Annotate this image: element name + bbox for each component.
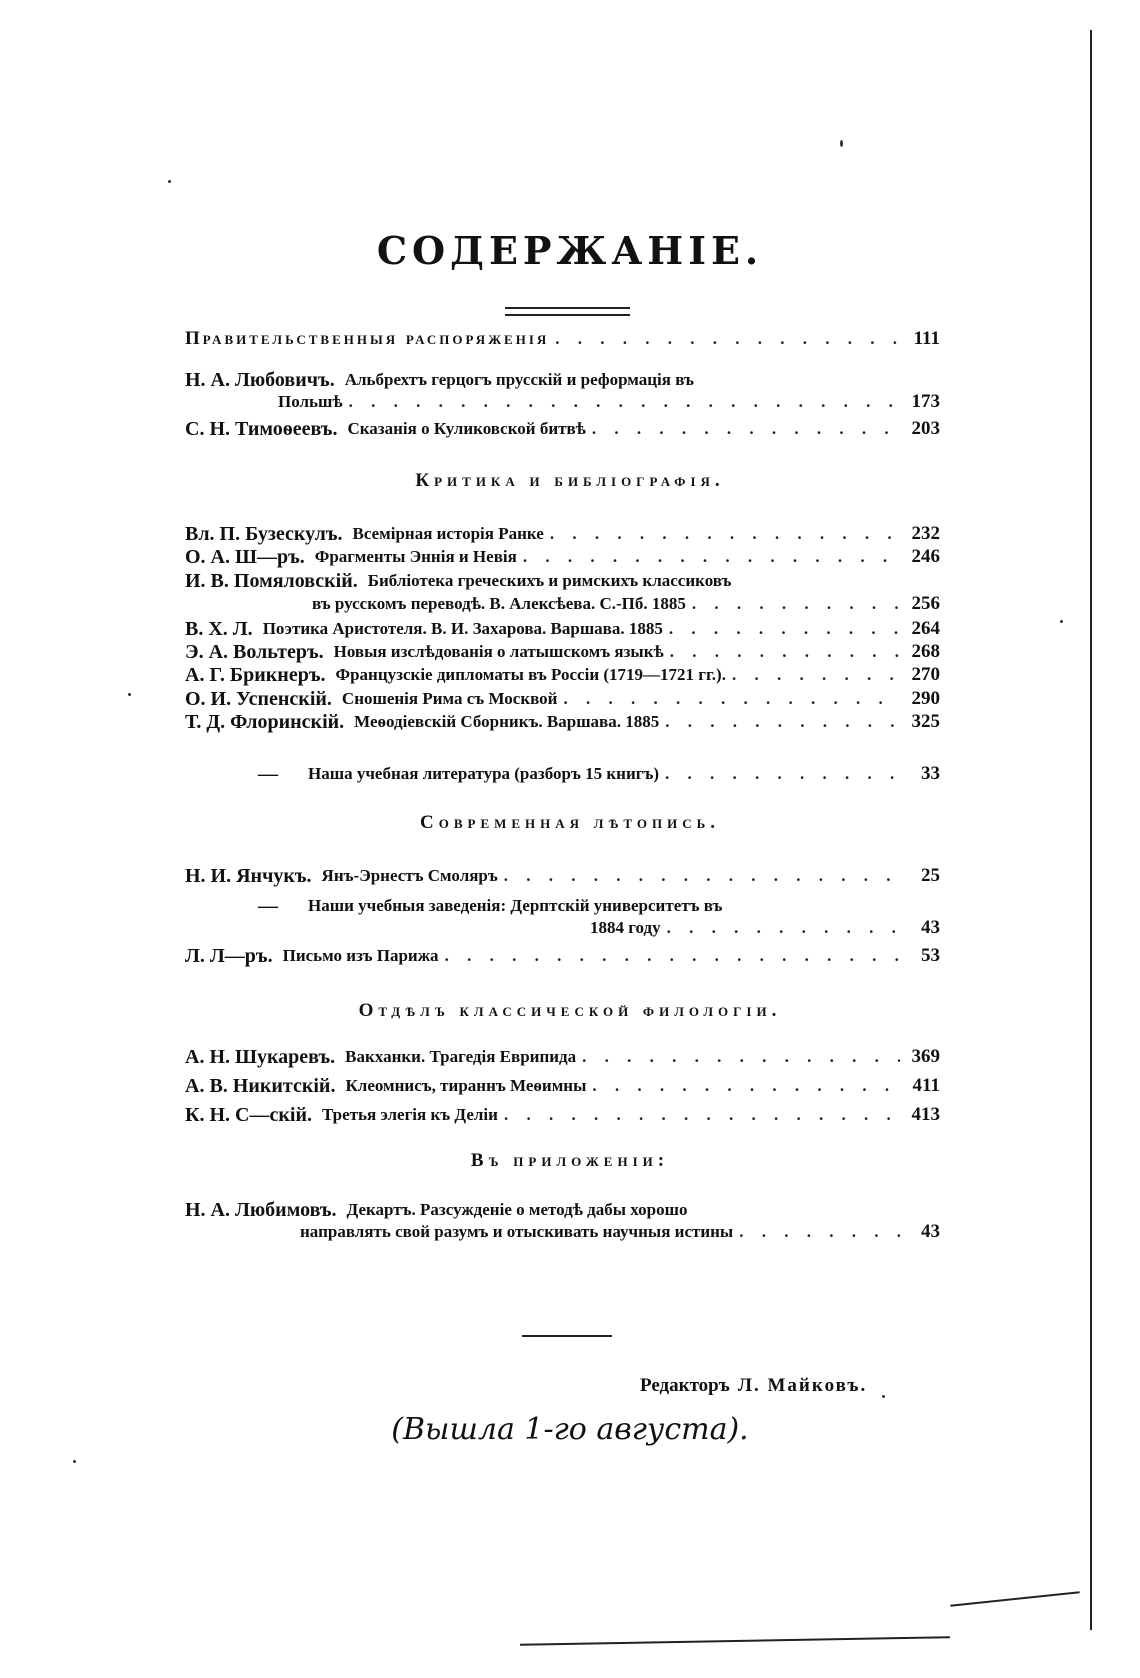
- scan-bottom-rule-end: [950, 1591, 1079, 1607]
- entry-author: К. Н. С—скій.: [185, 1104, 312, 1126]
- leader-dots: [592, 417, 900, 441]
- toc-entry: [185, 543, 940, 569]
- entry-title: Альбрехтъ герцогъ прусскій и реформація въ: [344, 370, 694, 389]
- entry-page: 411: [912, 1075, 940, 1096]
- entry-title-cont: въ русскомъ переводѣ. В. Алексѣева. С.-Пб. 1885: [312, 594, 686, 613]
- handwritten-note: (Вышла 1-го августа).: [391, 1412, 749, 1447]
- entry-page: 413: [911, 1104, 940, 1125]
- entry-page: 232: [911, 523, 940, 544]
- entry-author: —: [258, 763, 278, 785]
- entry-author: О. И. Успенскій.: [185, 688, 332, 710]
- entry-page: 25: [921, 865, 940, 886]
- entry-page: 111: [913, 328, 940, 349]
- entry-page: 325: [911, 711, 940, 732]
- entry-title: Сказанія о Куликовской битвѣ: [347, 419, 586, 438]
- entry-author: А. В. Никитскій.: [185, 1075, 336, 1097]
- entry-title: Наши учебныя заведенія: Дерптскій университетъ въ: [308, 896, 723, 915]
- entry-title: Поэтика Аристотеля. В. И. Захарова. Варшава. 1885: [262, 619, 663, 638]
- entry-author: Вл. П. Бузескулъ.: [185, 523, 343, 545]
- toc-entry: [185, 862, 940, 888]
- entry-page: 246: [911, 546, 940, 567]
- toc-entry: [185, 325, 940, 351]
- entry-title: Письмо изъ Парижа: [282, 946, 439, 965]
- entry-page: 369: [911, 1046, 940, 1067]
- leader-dots: [504, 1103, 900, 1127]
- entry-page: 43: [921, 1221, 940, 1242]
- entry-author: Н. И. Янчукъ.: [185, 865, 312, 887]
- entry-page: 203: [911, 418, 940, 439]
- entry-title: Вакханки. Трагедія Еврипида: [345, 1047, 577, 1066]
- entry-author: О. А. Ш—ръ.: [185, 546, 305, 568]
- toc-entry: [185, 1043, 940, 1069]
- entry-page: 33: [921, 763, 940, 784]
- toc-entry: [185, 942, 940, 968]
- entry-title: Правительственныя распоряженія: [185, 328, 550, 349]
- entry-author: И. В. Помяловскій.: [185, 570, 358, 592]
- leader-dots: [739, 1220, 900, 1244]
- entry-page: 264: [911, 618, 940, 639]
- entry-author: Т. Д. Флоринскій.: [185, 711, 345, 733]
- entry-page: 43: [921, 917, 940, 938]
- entry-author: С. Н. Тимоѳеевъ.: [185, 418, 338, 440]
- page-title: СОДЕРЖАНІЕ.: [376, 228, 764, 273]
- entry-author: Н. А. Любовичъ.: [185, 369, 335, 391]
- section-heading: Критика и библіографія.: [415, 470, 725, 491]
- divider-rule: [522, 1335, 612, 1337]
- scan-bottom-rule: [520, 1636, 950, 1646]
- entry-title: Новыя изслѣдованія о латышскомъ языкѣ: [333, 642, 664, 661]
- entry-author: В. Х. Л.: [185, 618, 253, 640]
- leader-dots: [445, 944, 900, 968]
- entry-author: —: [258, 895, 278, 917]
- editor-label: Редакторъ: [640, 1375, 730, 1396]
- entry-title: Фрагменты Эннія и Невія: [314, 547, 517, 566]
- entry-title: Янъ-Эрнестъ Смоляръ: [321, 866, 498, 885]
- toc-entry-cont: [300, 1218, 940, 1244]
- toc-entry-cont: [278, 388, 940, 414]
- leader-dots: [732, 663, 900, 687]
- entry-author: Л. Л—ръ.: [185, 945, 273, 967]
- entry-page: 256: [911, 593, 940, 614]
- entry-author: Э. А. Вольтеръ.: [185, 641, 324, 663]
- entry-title: Клеомнисъ, тираннъ Меѳимны: [345, 1076, 587, 1095]
- entry-title: Сношенія Рима съ Москвой: [341, 689, 558, 708]
- entry-title-cont: Польшѣ: [278, 392, 343, 411]
- entry-page: 290: [911, 688, 940, 709]
- entry-title: Наша учебная литература (разборъ 15 книгъ): [308, 764, 660, 783]
- section-heading: Современная лѣтопись.: [420, 812, 720, 833]
- speck: [128, 693, 131, 696]
- toc-entry: [185, 708, 940, 734]
- leader-dots: [349, 390, 900, 414]
- editor-name: Л. Майковъ.: [737, 1375, 868, 1396]
- leader-dots: [523, 545, 900, 569]
- title-rule: [505, 307, 630, 316]
- entry-title: Библіотека греческихъ и римскихъ классиковъ: [367, 571, 732, 590]
- leader-dots: [555, 327, 900, 351]
- toc-entry: [185, 415, 940, 441]
- editor-line: [640, 1375, 867, 1397]
- toc-entry: [185, 661, 940, 687]
- speck: [73, 1460, 76, 1463]
- toc-entry: [258, 760, 940, 786]
- entry-title: Третья элегія къ Деліи: [321, 1105, 498, 1124]
- leader-dots: [504, 864, 900, 888]
- entry-title: Всемірная исторія Ранке: [352, 524, 544, 543]
- section-heading: Въ приложеніи:: [470, 1150, 670, 1171]
- leader-dots: [592, 1074, 900, 1098]
- entry-page: 53: [921, 945, 940, 966]
- section-heading: Отдѣлъ классической филологіи.: [358, 1000, 782, 1021]
- entry-author: А. Г. Брикнеръ.: [185, 664, 326, 686]
- speck: [882, 1395, 885, 1398]
- leader-dots: [665, 762, 900, 786]
- entry-title: Французскіе дипломаты въ Россіи (1719—1721 гг.).: [335, 665, 726, 684]
- entry-page: 270: [911, 664, 940, 685]
- leader-dots: [582, 1045, 900, 1069]
- entry-page: 268: [911, 641, 940, 662]
- entry-title: Меѳодіевскій Сборникъ. Варшава. 1885: [354, 712, 660, 731]
- entry-title-cont: направлять свой разумъ и отыскивать научныя истины: [300, 1222, 734, 1241]
- entry-author: А. Н. Шукаревъ.: [185, 1046, 336, 1068]
- toc-entry-cont: [312, 590, 940, 616]
- entry-title: Декартъ. Разсужденіе о методѣ дабы хорошо: [346, 1200, 688, 1219]
- speck: [168, 180, 171, 183]
- entry-title-cont: 1884 году: [590, 918, 661, 937]
- entry-author: Н. А. Любимовъ.: [185, 1199, 337, 1221]
- leader-dots: [665, 710, 900, 734]
- leader-dots: [692, 592, 900, 616]
- entry-page: 173: [911, 391, 940, 412]
- leader-dots: [667, 916, 900, 940]
- toc-entry-cont: [590, 914, 940, 940]
- speck: [840, 140, 843, 147]
- toc-entry: [185, 1072, 940, 1098]
- toc-entry: [185, 1101, 940, 1127]
- speck: [1060, 620, 1063, 623]
